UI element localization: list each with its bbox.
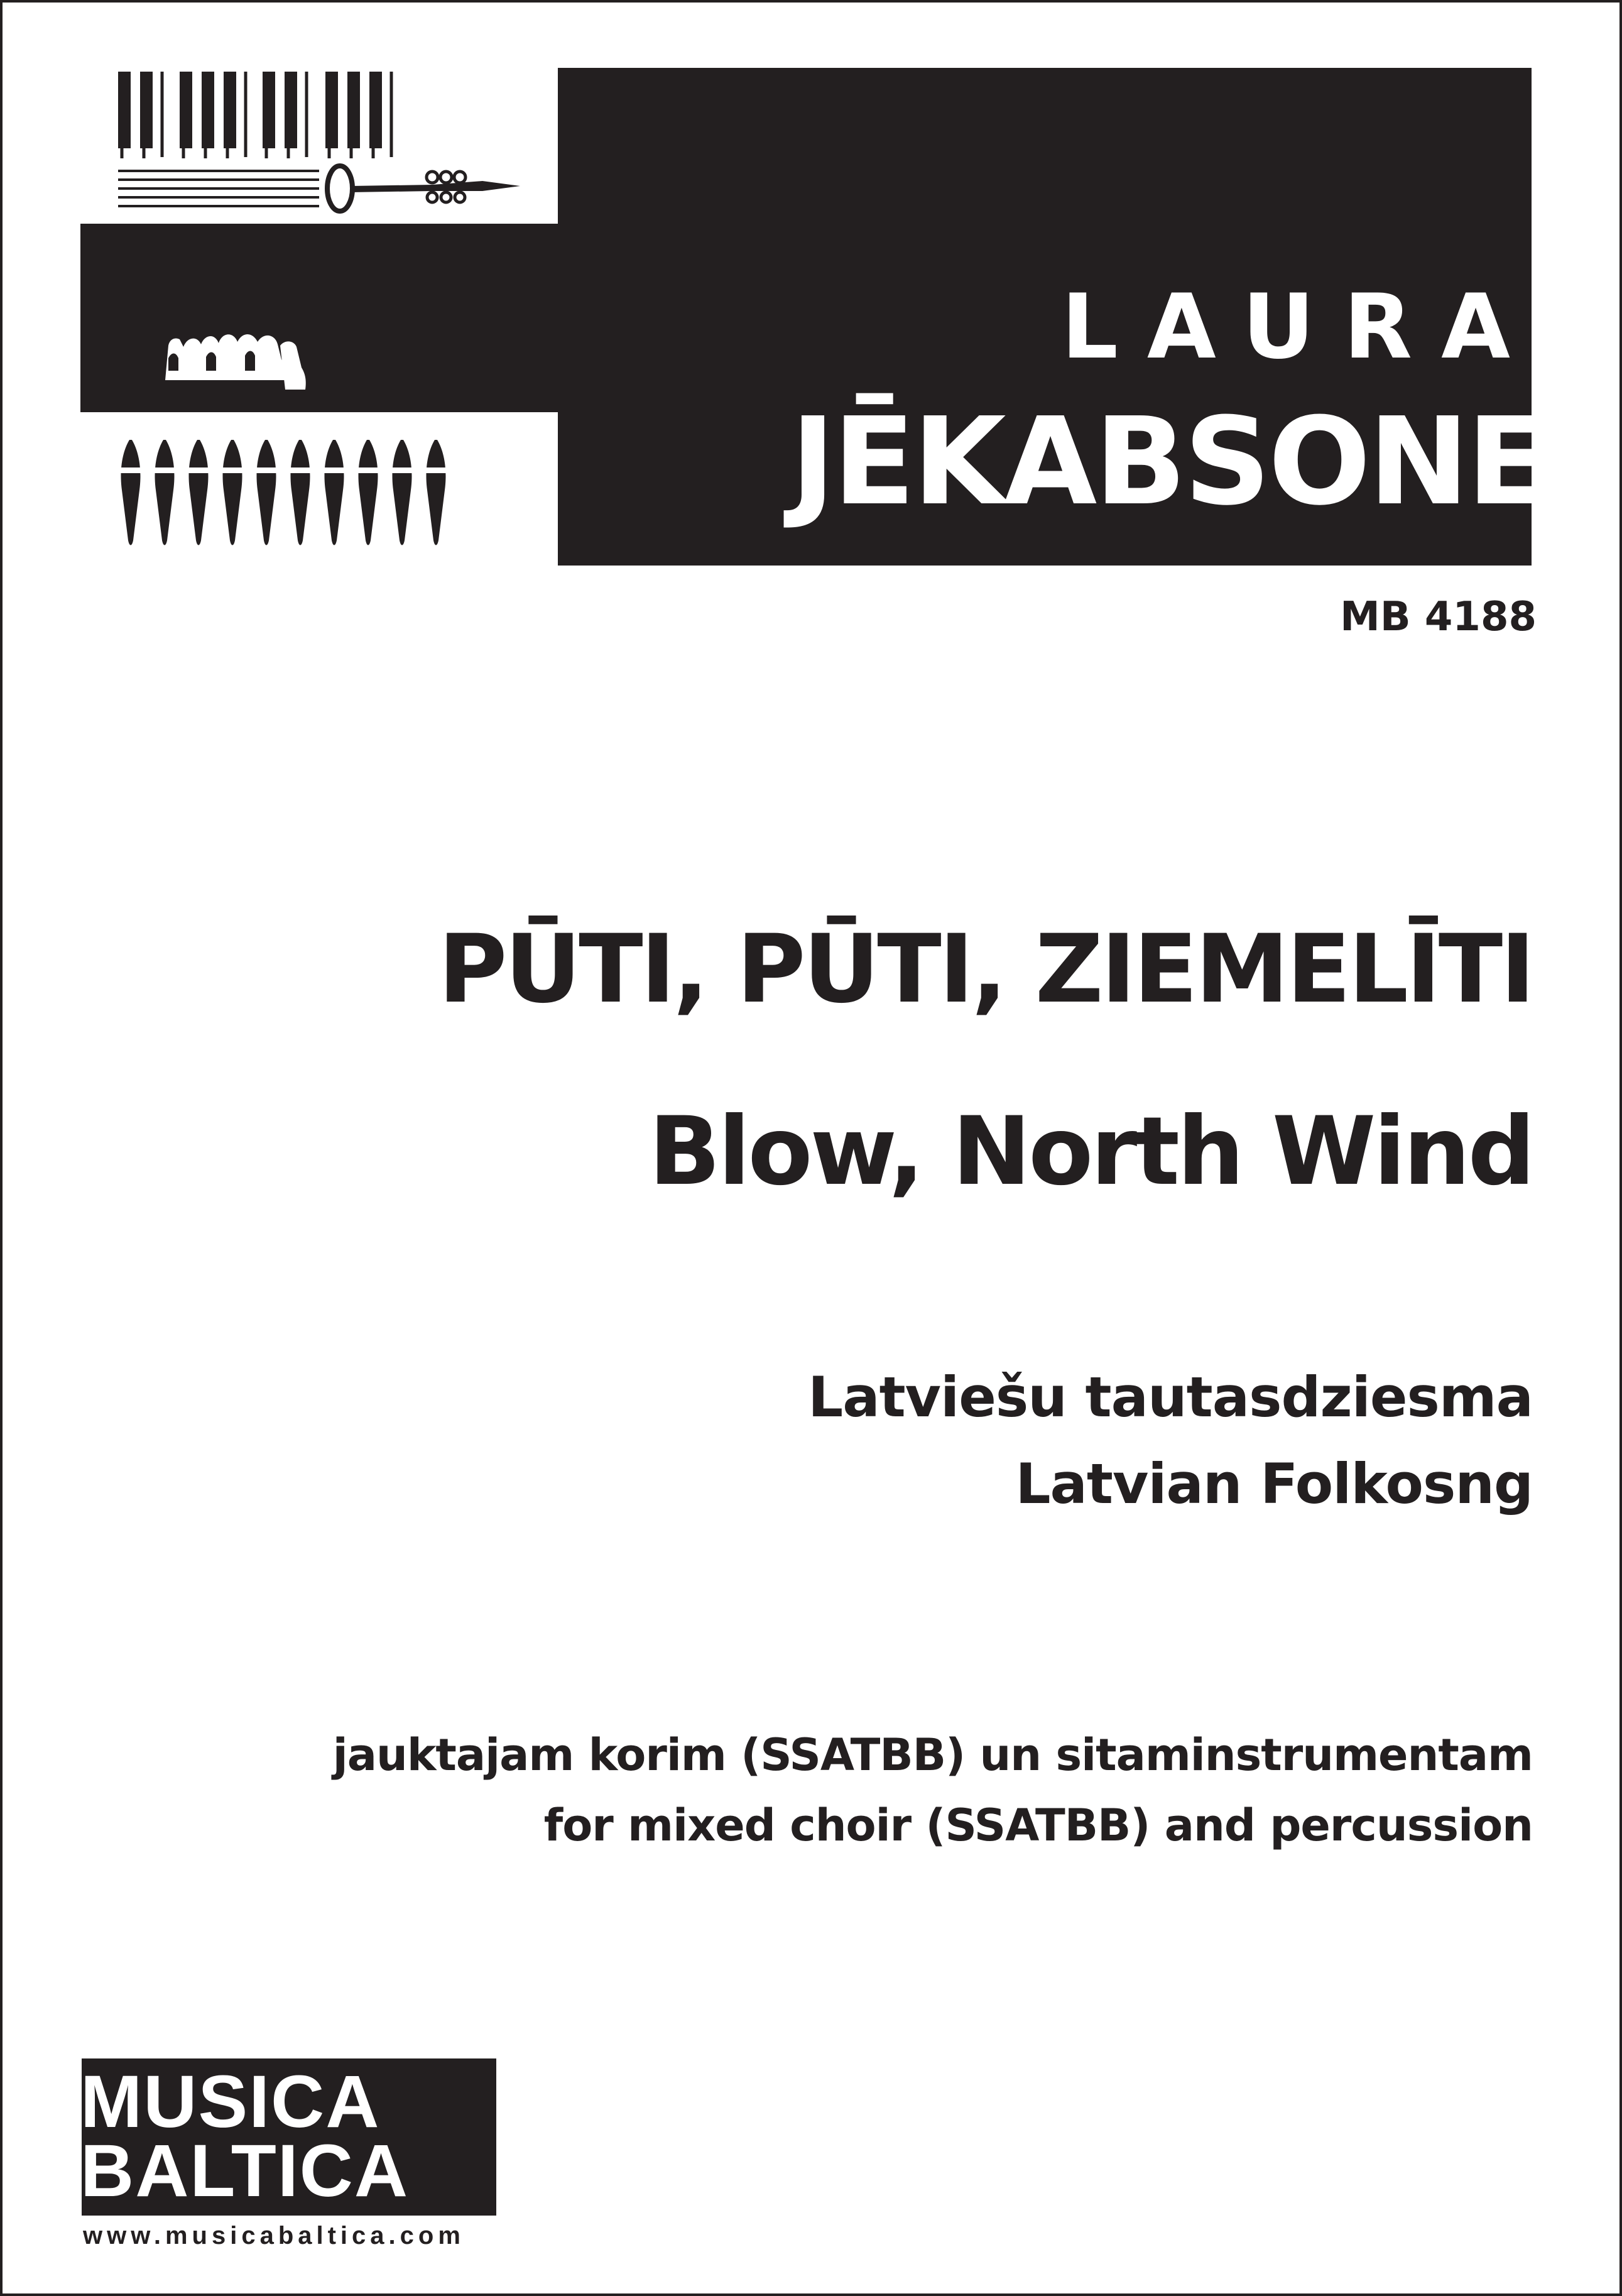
composer-last-name: JĒKABSONE — [790, 392, 1547, 532]
publisher-logo-side-label: publishers — [511, 2090, 532, 2204]
publisher-website: www.musicabaltica.com — [83, 2222, 465, 2250]
scoring-latvian: jauktajam korim (SSATBB) un sitaminstrumentam — [332, 1729, 1533, 1781]
piano-keys-icon — [118, 72, 391, 158]
trumpet-icon — [118, 166, 520, 211]
subtitle-english: Latvian Folkosng — [1015, 1451, 1533, 1516]
title-english: Blow, North Wind — [648, 1097, 1533, 1206]
catalog-number: MB 4188 — [1340, 594, 1537, 640]
cover-artwork — [80, 63, 559, 566]
composer-first-name: LAURA — [1061, 275, 1539, 379]
publisher-logo-line2: BALTICA — [80, 2129, 410, 2212]
singers-icon — [165, 334, 306, 390]
title-latvian: PŪTI, PŪTI, ZIEMELĪTI — [438, 915, 1533, 1024]
subtitle-latvian: Latviešu tautasdziesma — [808, 1365, 1533, 1430]
scoring-english: for mixed choir (SSATBB) and percussion — [543, 1800, 1533, 1851]
publisher-logo-line1: MUSICA — [80, 2060, 381, 2143]
organ-pipes-icon — [119, 440, 447, 545]
